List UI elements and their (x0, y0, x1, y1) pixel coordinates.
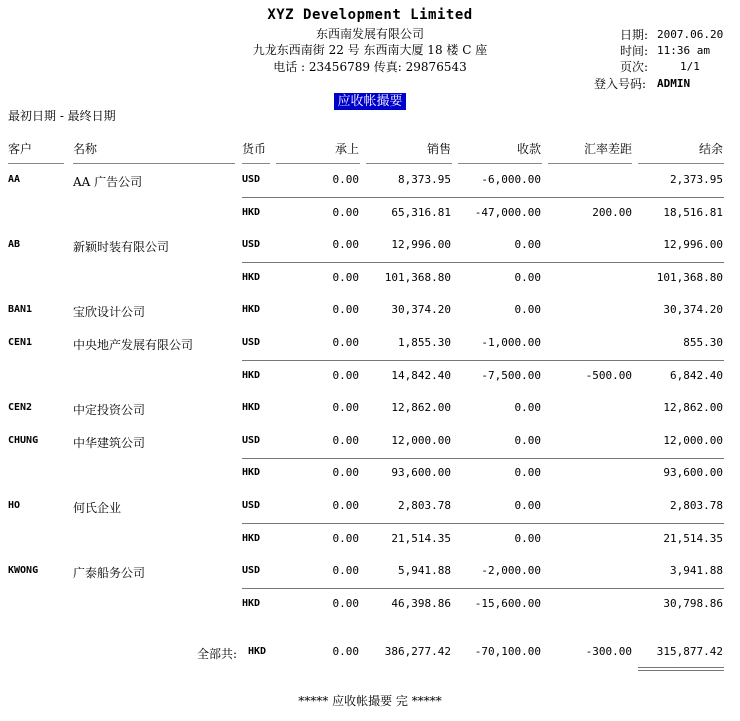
row-receipts: 0.00 (514, 532, 541, 545)
row-customer: CEN2 (8, 402, 33, 413)
page-value: 1/1 (680, 60, 700, 73)
col-underline (73, 163, 235, 164)
table-row (0, 173, 740, 193)
row-currency: HKD (242, 533, 261, 544)
row-brought-forward: 0.00 (332, 173, 359, 186)
table-row (0, 303, 740, 323)
row-brought-forward: 0.00 (332, 466, 359, 479)
col-currency: 货币 (242, 142, 267, 156)
row-currency: HKD (242, 272, 261, 283)
row-sales: 2,803.78 (398, 499, 451, 512)
group-separator (242, 523, 724, 524)
table-row (0, 564, 740, 584)
table-row (0, 238, 740, 258)
row-currency: USD (242, 174, 261, 185)
row-brought-forward: 0.00 (332, 401, 359, 414)
row-name: 宝欣设计公司 (73, 305, 146, 319)
col-balance: 结余 (698, 142, 723, 156)
total-currency: HKD (248, 646, 267, 657)
row-currency: HKD (242, 598, 261, 609)
total-sales: 386,277.42 (384, 645, 451, 658)
total-label: 全部共: (197, 647, 238, 661)
col-name: 名称 (73, 142, 98, 156)
row-customer: AA (8, 174, 21, 185)
total-balance: 315,877.42 (656, 645, 723, 658)
report-footer: ***** 应收帐撮要 完 ***** (298, 694, 442, 708)
login-value: ADMIN (657, 77, 691, 90)
row-fx-diff: 200.00 (592, 206, 632, 219)
row-sales: 12,862.00 (391, 401, 451, 414)
col-underline (8, 163, 64, 164)
total-double-underline (638, 667, 724, 668)
table-row (0, 206, 740, 226)
time-label: 时间: (620, 44, 649, 58)
row-currency: HKD (242, 402, 261, 413)
row-balance: 93,600.00 (663, 466, 723, 479)
table-row (0, 401, 740, 421)
row-balance: 2,373.95 (670, 173, 723, 186)
col-customer: 客户 (8, 142, 33, 156)
total-fx: -300.00 (585, 645, 632, 658)
group-separator (242, 197, 724, 198)
col-underline (458, 163, 542, 164)
row-brought-forward: 0.00 (332, 206, 359, 219)
row-receipts: -6,000.00 (481, 173, 541, 186)
row-brought-forward: 0.00 (332, 271, 359, 284)
row-balance: 18,516.81 (663, 206, 723, 219)
row-sales: 12,996.00 (391, 238, 451, 251)
row-receipts: -47,000.00 (474, 206, 541, 219)
company-name-cn: 东西南发展有限公司 (315, 27, 424, 41)
row-customer: CHUNG (8, 435, 39, 446)
col-brought-forward: 承上 (334, 142, 359, 156)
table-row (0, 532, 740, 552)
company-contact: 电话 : 23456789 传真: 29876543 (273, 60, 467, 74)
row-balance: 12,862.00 (663, 401, 723, 414)
row-brought-forward: 0.00 (332, 336, 359, 349)
row-name: 新颖时装有限公司 (73, 240, 170, 254)
row-name: 中央地产发展有限公司 (73, 338, 194, 352)
row-balance: 12,996.00 (663, 238, 723, 251)
group-separator (242, 588, 724, 589)
row-name: 广泰船务公司 (73, 566, 146, 580)
row-balance: 30,798.86 (663, 597, 723, 610)
row-currency: HKD (242, 370, 261, 381)
row-currency: HKD (242, 207, 261, 218)
row-balance: 6,842.40 (670, 369, 723, 382)
row-currency: USD (242, 435, 261, 446)
row-sales: 12,000.00 (391, 434, 451, 447)
total-bf: 0.00 (332, 645, 359, 658)
row-currency: USD (242, 565, 261, 576)
company-name-en: XYZ Development Limited (267, 7, 473, 23)
table-row (0, 466, 740, 486)
col-underline (242, 163, 270, 164)
row-balance: 3,941.88 (670, 564, 723, 577)
row-receipts: 0.00 (514, 434, 541, 447)
col-underline (366, 163, 452, 164)
row-sales: 101,368.80 (384, 271, 451, 284)
login-label: 登入号码: (594, 77, 647, 91)
table-row (0, 369, 740, 389)
table-row (0, 597, 740, 617)
row-name: AA 广告公司 (73, 175, 143, 189)
table-row (0, 271, 740, 291)
date-value: 2007.06.20 (657, 28, 724, 41)
col-underline (548, 163, 632, 164)
row-receipts: 0.00 (514, 303, 541, 316)
group-separator (242, 262, 724, 263)
row-brought-forward: 0.00 (332, 369, 359, 382)
row-brought-forward: 0.00 (332, 238, 359, 251)
row-sales: 93,600.00 (391, 466, 451, 479)
row-receipts: 0.00 (514, 499, 541, 512)
time-value: 11:36 am (657, 44, 710, 57)
row-currency: USD (242, 337, 261, 348)
col-fx-diff: 汇率差距 (583, 142, 632, 156)
row-currency: USD (242, 239, 261, 250)
col-sales: 销售 (426, 142, 451, 156)
total-receipts: -70,100.00 (474, 645, 541, 658)
row-receipts: 0.00 (514, 238, 541, 251)
row-name: 何氏企业 (73, 501, 122, 515)
company-address: 九龙东西南街 22 号 东西南大厦 18 楼 C 座 (252, 43, 488, 57)
group-separator (242, 458, 724, 459)
row-balance: 12,000.00 (663, 434, 723, 447)
row-sales: 1,855.30 (398, 336, 451, 349)
row-receipts: 0.00 (514, 466, 541, 479)
row-receipts: 0.00 (514, 271, 541, 284)
row-currency: HKD (242, 467, 261, 478)
row-balance: 30,374.20 (663, 303, 723, 316)
row-balance: 101,368.80 (656, 271, 723, 284)
row-receipts: -2,000.00 (481, 564, 541, 577)
row-sales: 5,941.88 (398, 564, 451, 577)
row-customer: BAN1 (8, 304, 33, 315)
row-fx-diff: -500.00 (585, 369, 632, 382)
row-currency: HKD (242, 304, 261, 315)
row-name: 中定投资公司 (73, 403, 146, 417)
total-double-underline (638, 670, 724, 671)
row-sales: 65,316.81 (391, 206, 451, 219)
date-range: 最初日期 - 最终日期 (8, 109, 116, 123)
row-sales: 21,514.35 (391, 532, 451, 545)
row-balance: 2,803.78 (670, 499, 723, 512)
row-sales: 14,842.40 (391, 369, 451, 382)
row-receipts: -1,000.00 (481, 336, 541, 349)
row-sales: 30,374.20 (391, 303, 451, 316)
report-title: 应收帐撮要 (334, 93, 405, 110)
col-receipts: 收款 (516, 142, 541, 156)
row-customer: KWONG (8, 565, 39, 576)
table-row (0, 434, 740, 454)
table-row (0, 499, 740, 519)
row-receipts: -15,600.00 (474, 597, 541, 610)
row-customer: HO (8, 500, 21, 511)
row-name: 中华建筑公司 (73, 436, 146, 450)
row-sales: 8,373.95 (398, 173, 451, 186)
row-receipts: -7,500.00 (481, 369, 541, 382)
row-brought-forward: 0.00 (332, 564, 359, 577)
row-brought-forward: 0.00 (332, 434, 359, 447)
col-underline (638, 163, 724, 164)
row-brought-forward: 0.00 (332, 499, 359, 512)
page-label: 页次: (620, 60, 649, 74)
date-label: 日期: (620, 28, 649, 42)
row-brought-forward: 0.00 (332, 597, 359, 610)
table-row (0, 336, 740, 356)
col-underline (276, 163, 360, 164)
row-currency: USD (242, 500, 261, 511)
row-receipts: 0.00 (514, 401, 541, 414)
row-brought-forward: 0.00 (332, 303, 359, 316)
row-customer: CEN1 (8, 337, 33, 348)
group-separator (242, 360, 724, 361)
row-customer: AB (8, 239, 21, 250)
row-balance: 21,514.35 (663, 532, 723, 545)
row-sales: 46,398.86 (391, 597, 451, 610)
row-brought-forward: 0.00 (332, 532, 359, 545)
row-balance: 855.30 (683, 336, 723, 349)
total-row (0, 645, 740, 665)
